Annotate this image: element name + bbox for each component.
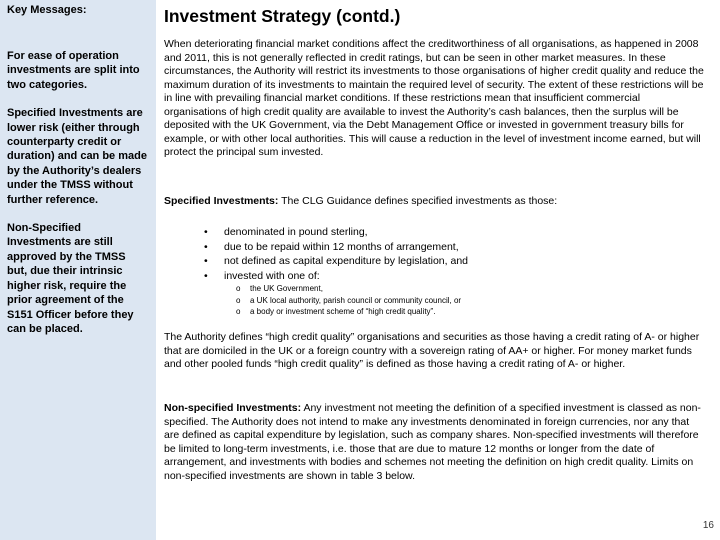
bullet-icon: • [204,226,208,238]
key-message-specified: Specified Investments are lower risk (either through counterparty credit or duration) and can be made by the Authority’s dealers under the TMSS without further reference. [7,107,147,206]
specified-criteria-list [204,225,704,283]
bullet-icon: • [204,255,208,267]
circle-bullet-icon: o [236,295,241,305]
counterparty-list [236,283,696,318]
non-specified-paragraph [164,402,704,483]
list-item: • denominated in pound sterling, [204,226,368,238]
specified-paragraph [164,195,704,209]
specified-label: Specified Investments: [164,195,279,207]
list-item: • invested with one of: [204,269,320,282]
intro-paragraph: When deteriorating financial market conditions affect the creditworthiness of all organisations, as happened in 2008 and 2011, this is not generally reflected in credit ratings, but can be seen in other market measures. In these circumstances, the Authority will restrict its investments to those organisations of higher credit quality and reduce the maximum duration of its investments to maintain the required level of security. The extent of these restrictions will be in line with prevailing financial market conditions. If these restrictions mean that insufficient commercial organisations of high credit quality are available to invest the Authority’s cash balances, then the surplus will be deposited with the UK Government, via the Debt Management Office or invested in government treasury bills for example, or with other local authorities. This will cause a reduction in the level of investment income earned, but will protect the principal sum invested. [164,38,704,158]
key-message-categories: For ease of operation investments are split into two categories. [7,50,140,91]
key-messages-heading: Key Messages: [7,4,87,16]
key-messages-panel [0,0,156,540]
circle-bullet-icon: o [236,307,241,316]
specified-text: The CLG Guidance defines specified investments as those: [278,195,558,207]
list-item: • not defined as capital expenditure by legislation, and [204,255,469,267]
list-item: o a body or investment scheme of “high credit quality”. [236,307,436,316]
key-message-non-specified: Non-Specified Investments are still approved by the TMSS but, due their intrinsic higher risk, require the prior agreement of the S151 Officer before they can be placed. [7,222,134,335]
non-specified-text: Any investment not meeting the definition of a specified investment is classed as non-specified. The Authority does not intend to make any investments denominated in foreign currencies, nor any that are defined as capital expenditure by legislation, such as company shares. Non-specified investments will therefore be limited to long-term investments, i.e. those that are due to mature 12 months or longer from the date of arrangement, and investments with bodies and schemes not meeting the definition on high credit quality. Limits on non-specified investments are shown in table 3 below. [164,402,701,482]
non-specified-label: Non-specified Investments: [164,402,302,414]
list-item: o a UK local authority, parish council or community council, or [236,295,462,305]
page-number: 16 [702,520,714,531]
bullet-icon: • [204,240,208,253]
page-title: Investment Strategy (contd.) [164,6,401,26]
circle-bullet-icon: o [236,284,241,293]
list-item: • due to be repaid within 12 months of arrangement, [204,240,459,253]
bullet-icon: • [204,269,208,282]
list-item: o the UK Government, [236,284,323,293]
high-credit-quality-paragraph: The Authority defines “high credit quality” organisations and securities as those having a credit rating of A- or higher that are domiciled in the UK or a foreign country with a sovereign rating of AA+ or higher. For money market funds and other pooled funds “high credit quality” is defined as those having a credit rating of A- or higher. [164,331,700,370]
